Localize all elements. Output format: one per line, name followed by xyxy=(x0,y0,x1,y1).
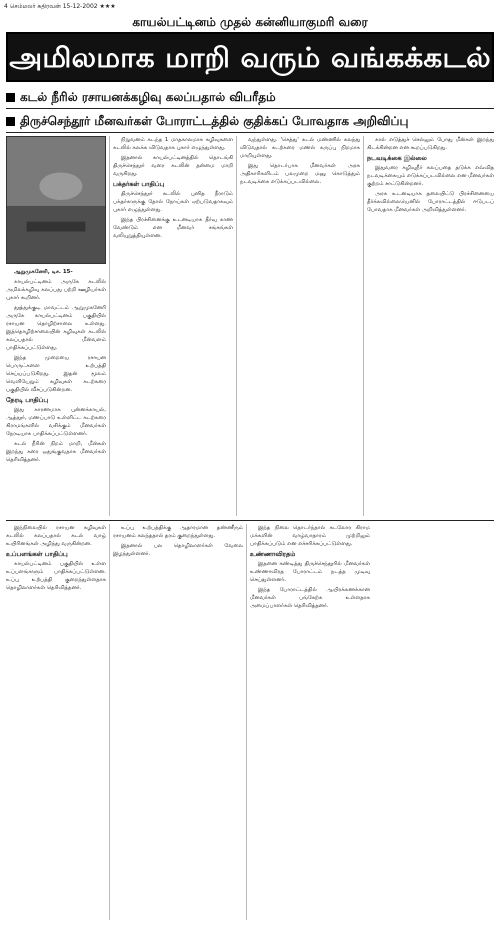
main-headline: அமிலமாக மாறி வரும் வங்கக்கடல் xyxy=(9,41,491,74)
section-subhead: பக்தர்கள் பாதிப்பு xyxy=(113,180,165,188)
column-divider xyxy=(246,524,247,920)
article-column-6: உப்பு உற்பத்திக்கு ஆதாரமான தண்ணீரும் ரசாயனம் கலந்ததால் தரம் குறைந்துள்ளது. இதனால் பல தொழிலாளர்கள் வேலை இழந்துள்ளனர். xyxy=(113,525,243,557)
article-column-3: வந்துள்ளது. 'செத்து' கடல் மண்ணில் கலந்து விடுவதால் கடற்கரை மணல் கருப்பு நிறமாக மாறியுள்ளது. இது தொடர்பாக மீனவர்கள் அரசு அதிகாரிகளிடம் பலமுறை மனு கொடுத்தும் நடவடிக்கை எடுக்கப்படவில்லை. xyxy=(240,137,360,185)
bullet-square-icon xyxy=(6,117,15,126)
section-subhead: உப்பளங்கள் பாதிப்பு xyxy=(6,550,68,558)
section-subhead: நேரடி பாதிப்பு xyxy=(6,396,49,404)
article-column-5: இந்நிலையில் ரசாயன கழிவுகள் கடலில் கலப்பதால் கடல் வாழ் உயிரினங்கள் அழிந்து வருகின்றன. உப்பளங்கள் பாதிப்பு காயல்பட்டினம் பகுதியில் உள்ள உப்பளங்களும் பாதிக்கப்பட்டுள்ளன. உப்பு உற்பத்தி குறைந்துள்ளதாக தொழிலாளர்கள் தெரிவித்தனர். xyxy=(6,525,106,591)
subheadline-1: கடல் நீரில் ரசாயனக்கழிவு கலப்பதால் விபரீதம் xyxy=(6,88,494,106)
divider xyxy=(6,108,494,109)
article-column-7: இந்த நிலை தொடர்ந்தால் கடலோர கிராம மக்களின் வாழ்வாதாரம் முற்றிலும் பாதிக்கப்படும் என எச்சரிக்கப்பட்டுள்ளது. உண்ணாவிரதம் இதனை கண்டித்து திருச்செந்தூரில் மீனவர்கள் உண்ணாவிரத போராட்டம் நடத்த முடிவு செய்துள்ளனர். இந்த போராட்டத்தில் ஆயிரக்கணக்கான மீனவர்கள் பங்கேற்க உள்ளதாக அமைப்பாளர்கள் தெரிவித்தனர். xyxy=(250,525,370,609)
section-subhead: உண்ணாவிரதம் xyxy=(250,550,296,558)
column-divider xyxy=(109,136,110,516)
page-header-line: 4 செம்மலர் கதிரவன் 15-12-2002 ★★★ xyxy=(4,3,116,10)
divider xyxy=(6,132,494,133)
subheadline-2: திருச்செந்தூர் மீனவர்கள் போராட்டத்தில் குதிக்கப் போவதாக அறிவிப்பு xyxy=(6,112,494,130)
article-column-2: நிறுவனம் கடந்த 1 மாதகாலமாக கழிவுகளை கடலில் கலக்க விடுவதாக புகார் எழுந்துள்ளது. இதனால் காயல்பட்டினத்தில் தொடங்கி திருச்செந்தூர் வரை கடலின் தன்மை மாறி வருகிறது. பக்தர்கள் பாதிப்பு திருச்செந்தூர் கடலில் புனித நீராடும் பக்தர்களுக்கு தோல் நோய்கள் ஏற்படுவதாகவும் புகார் எழுந்துள்ளது. இந்த பிரச்சினைக்கு உடனடியாக தீர்வு காண வேண்டும் என மீனவர் சங்கங்கள் வலியுறுத்தியுள்ளன. xyxy=(113,137,233,239)
news-photo xyxy=(6,136,106,264)
section-divider xyxy=(6,520,494,521)
main-headline-banner xyxy=(6,32,494,82)
bullet-square-icon xyxy=(6,93,15,102)
column-divider xyxy=(236,136,237,516)
article-column-4: கால் எடுத்துச் செல்லும் போது மீன்கள் இறந்து கிடக்கின்றன என கூறப்படுகிறது. நடவடிக்கை இல்லை இதுவரை கழிவுநீர் கலப்பதை தடுக்க எவ்வித நடவடிக்கையும் எடுக்கப்படவில்லை என மீனவர்கள் குற்றம் சாட்டுகின்றனர். அரசு உடனடியாக தலையிட்டு பிரச்சினையை தீர்க்கவில்லையெனில் போராட்டத்தில் ஈடுபடப் போவதாக மீனவர்கள் அறிவித்துள்ளனர். xyxy=(367,137,494,213)
article-column-1: ஆறுமுகனேரி, டிச. 15- காயல்பட்டினம் அருகே கடலில் அமிலக்கழிவு கலப்பது பற்றி ஊழியர்கள் புகார் கூறினர். தூத்துக்குடி மாவட்டம் ஆறுமுகனேரி அருகே காயல்பட்டினம் பகுதியில் ரசாயன தொழிற்சாலை உள்ளது. இத்தொழிற்சாலையின் கழிவுகள் கடலில் கலப்பதால் மீன்வளம் பாதிக்கப்பட்டுள்ளது. இந்த முறையை ரசாயன பொருட்களை உற்பத்தி செய்யப்படுகிறது. இதன் மூலம் வெளியேறும் கழிவுகள் கடற்கரை பகுதியில் வீசப்படுகின்றன. நேரடி பாதிப்பு இது காரணமாக புன்னக்காயல், ஆத்தூர், மணப்பாடு உள்ளிட்ட கடற்கரை கிராமங்களில் வசிக்கும் மீனவர்கள் நேரடியாக பாதிக்கப்பட்டுள்ளனர். கடல் நீரின் நிறம் மாறி, மீன்கள் இறந்து கரை ஒதுங்குவதாக மீனவர்கள் தெரிவித்தனர். xyxy=(6,269,106,463)
section-subhead: நடவடிக்கை இல்லை xyxy=(367,154,427,162)
column-divider xyxy=(363,136,364,516)
column-divider xyxy=(109,524,110,920)
kicker-headline: காயல்பட்டினம் முதல் கன்னியாகுமரி வரை xyxy=(132,15,368,29)
